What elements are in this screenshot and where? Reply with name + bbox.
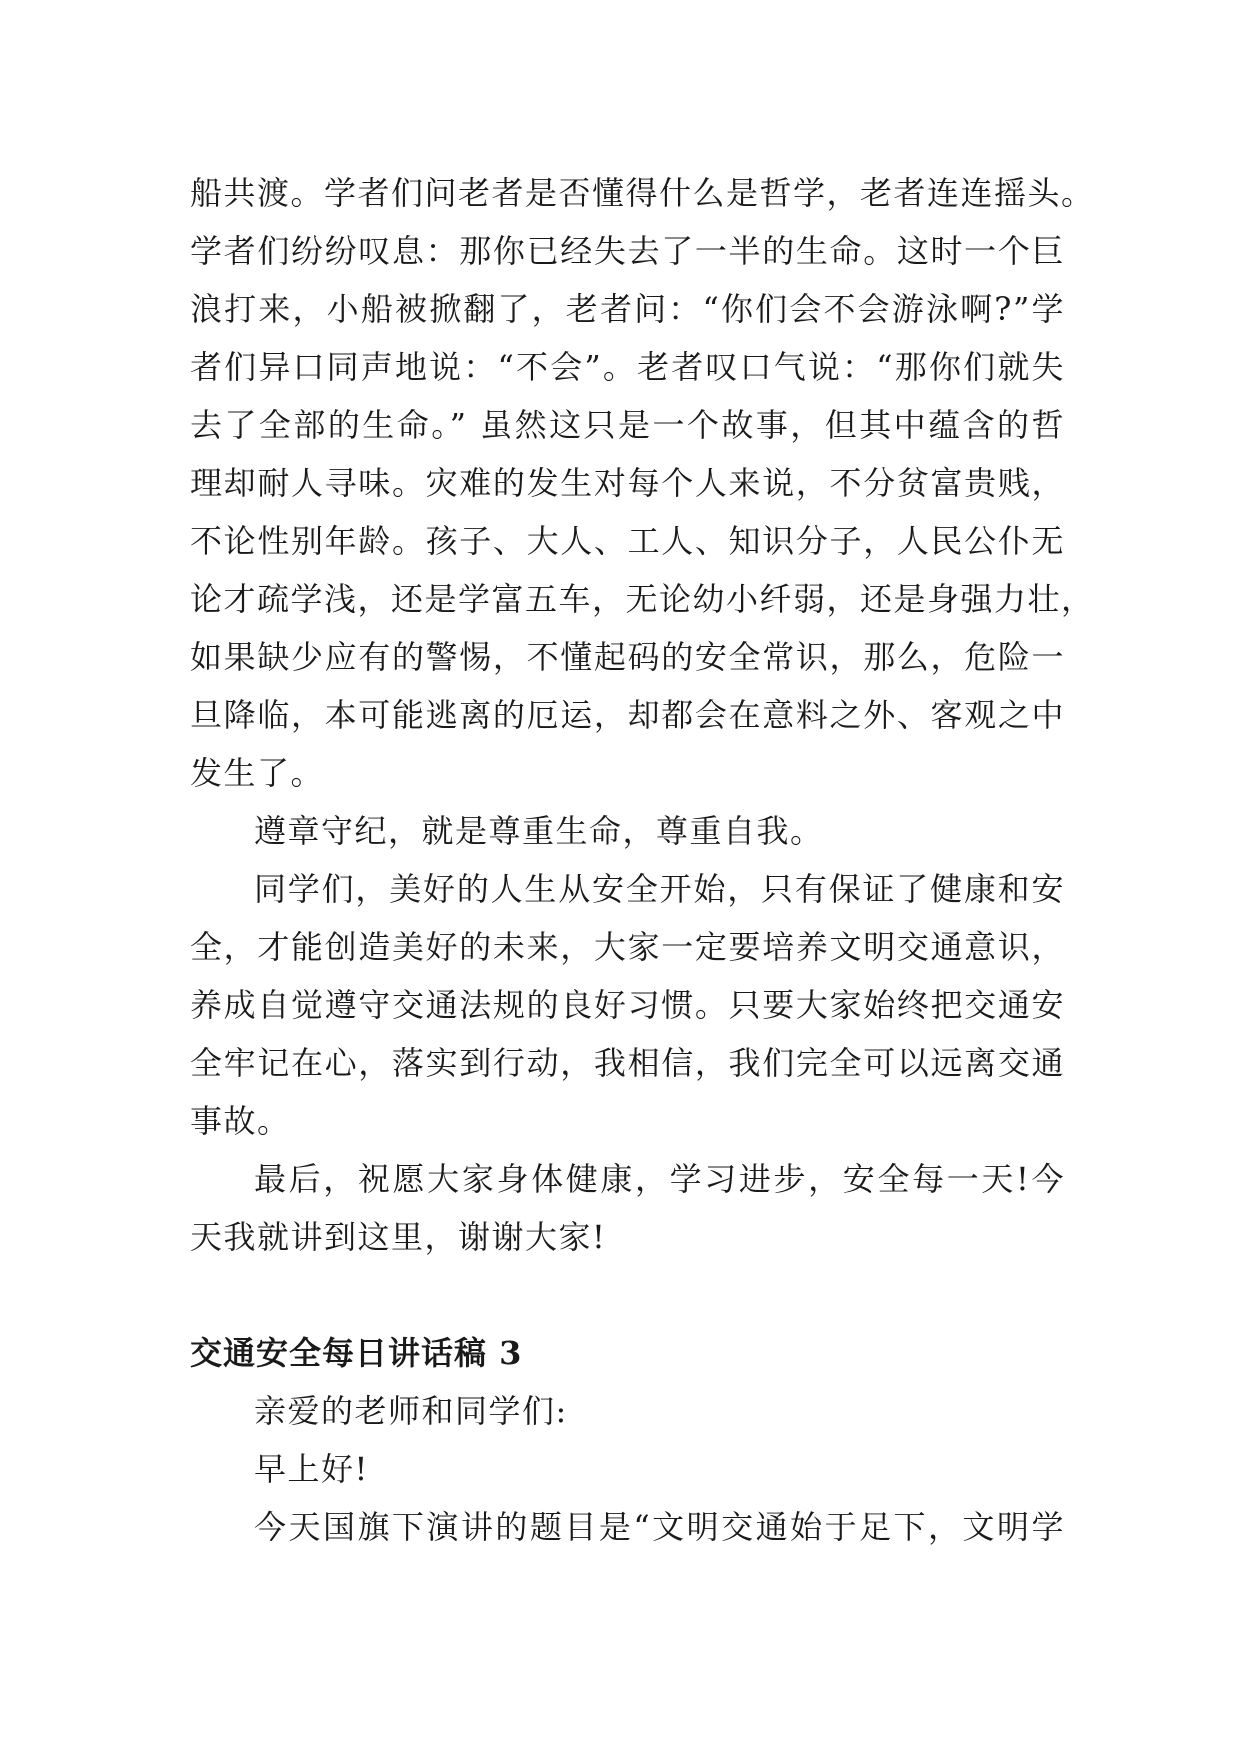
paragraph	[190, 1382, 1065, 1440]
text-line: 最后，祝愿大家身体健康，学习进步，安全每一天!今	[254, 1160, 1065, 1198]
paragraph	[190, 802, 1065, 860]
text-line: 者们异口同声地说：“不会”。老者叹口气说：“那你们就失	[190, 348, 1065, 386]
text-line: 理却耐人寻味。灾难的发生对每个人来说，不分贫富贵贱，	[190, 464, 1065, 502]
text-line: 天我就讲到这里，谢谢大家!	[190, 1218, 607, 1256]
paragraph-group-bottom	[190, 1382, 1065, 1556]
text-line: 去了全部的生命。” 虽然这只是一个故事，但其中蕴含的哲	[190, 406, 1065, 444]
text-line: 全牢记在心，落实到行动，我相信，我们完全可以远离交通	[190, 1044, 1065, 1082]
paragraph	[190, 1150, 1065, 1266]
paragraph	[190, 164, 1095, 802]
text-line: 旦降临，本可能逃离的厄运，却都会在意料之外、客观之中	[190, 696, 1065, 734]
section-heading: 交通安全每日讲话稿 3	[190, 1334, 523, 1372]
paragraph	[190, 1440, 1065, 1498]
text-line: 船共渡。学者们问老者是否懂得什么是哲学，老者连连摇头。	[190, 174, 1095, 212]
text-line: 养成自觉遵守交通法规的良好习惯。只要大家始终把交通安	[190, 986, 1065, 1024]
text-line: 遵章守纪，就是尊重生命，尊重自我。	[254, 812, 824, 850]
paragraph	[190, 860, 1065, 1150]
text-line: 早上好!	[254, 1450, 369, 1488]
text-line: 论才疏学浅，还是学富五车，无论幼小纤弱，还是身强力壮，	[190, 580, 1095, 618]
text-line: 今天国旗下演讲的题目是“文明交通始于足下，文明学	[254, 1508, 1065, 1546]
text-line: 学者们纷纷叹息：那你已经失去了一半的生命。这时一个巨	[190, 232, 1065, 270]
text-line: 不论性别年龄。孩子、大人、工人、知识分子，人民公仆无	[190, 522, 1065, 560]
paragraph-group-top	[190, 164, 1095, 1266]
text-line: 发生了。	[190, 754, 325, 792]
text-line: 同学们，美好的人生从安全开始，只有保证了健康和安	[254, 870, 1065, 908]
text-line: 事故。	[190, 1102, 291, 1140]
paragraph	[190, 1498, 1065, 1556]
text-line: 浪打来，小船被掀翻了，老者问：“你们会不会游泳啊?”学	[190, 290, 1065, 328]
text-line: 亲爱的老师和同学们:	[254, 1392, 568, 1430]
document-body	[190, 164, 1095, 1556]
text-line: 全，才能创造美好的未来，大家一定要培养文明交通意识，	[190, 928, 1065, 966]
text-line: 如果缺少应有的警惕，不懂起码的安全常识，那么，危险一	[190, 638, 1065, 676]
